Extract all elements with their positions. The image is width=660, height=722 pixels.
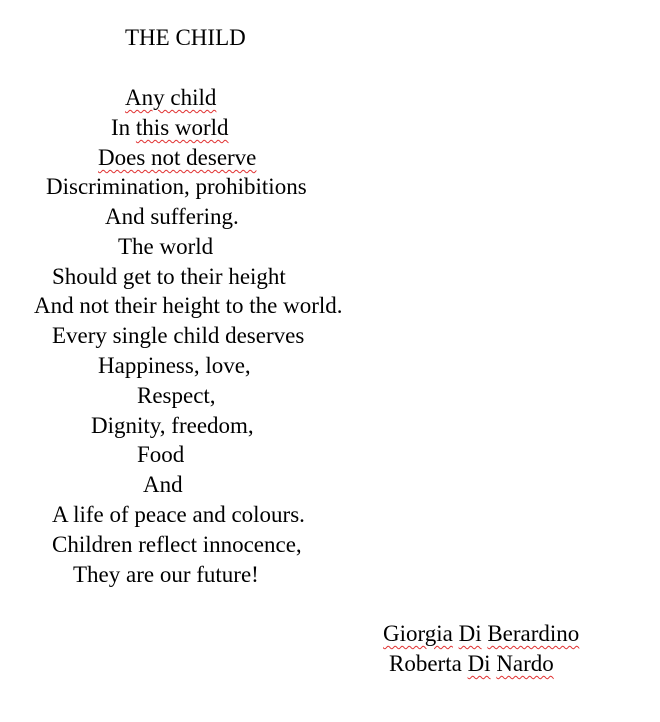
poem-line-12: Dignity, freedom,: [91, 413, 254, 438]
author-1-last-name: Berardino: [487, 621, 580, 646]
poem-title: THE CHILD: [125, 25, 246, 50]
poem-line-2-start: In: [111, 115, 136, 140]
poem-line-3-text: Does not deserve: [98, 145, 257, 170]
author-signature-2: [389, 649, 554, 679]
author-1-first-name: Giorgia: [383, 621, 453, 646]
poem-line-4: Discrimination, prohibitions: [46, 174, 307, 199]
author-1-middle-name: Di: [458, 621, 482, 646]
poem-line-1-text: Any child: [125, 85, 217, 110]
poem-line-17: They are our future!: [73, 562, 259, 587]
poem-line-11: Respect,: [137, 383, 216, 408]
poem-line-2-end: this world: [135, 115, 229, 140]
poem-line-14: And: [143, 472, 183, 497]
poem-line-15: A life of peace and colours.: [52, 502, 305, 527]
poem-line-9: Every single child deserves: [52, 323, 305, 348]
author-2-middle-name: Di: [467, 651, 491, 676]
poem-line-6: The world: [118, 234, 214, 259]
poem-line-16: Children reflect innocence,: [52, 532, 302, 557]
author-2-last-name: Nardo: [496, 651, 554, 676]
poem-line-5: And suffering.: [105, 204, 239, 229]
poem-line-1: [125, 83, 216, 113]
poem-line-10: Happiness, love,: [98, 353, 251, 378]
author-2-first-name: Roberta: [389, 651, 462, 676]
poem-line-8: And not their height to the world.: [34, 293, 343, 318]
author-signature-1: [383, 619, 579, 649]
poem-line-7: Should get to their height: [52, 264, 286, 289]
poem-line-2: [111, 113, 229, 143]
poem-line-3: [98, 143, 256, 173]
poem-line-13: Food: [137, 442, 185, 467]
